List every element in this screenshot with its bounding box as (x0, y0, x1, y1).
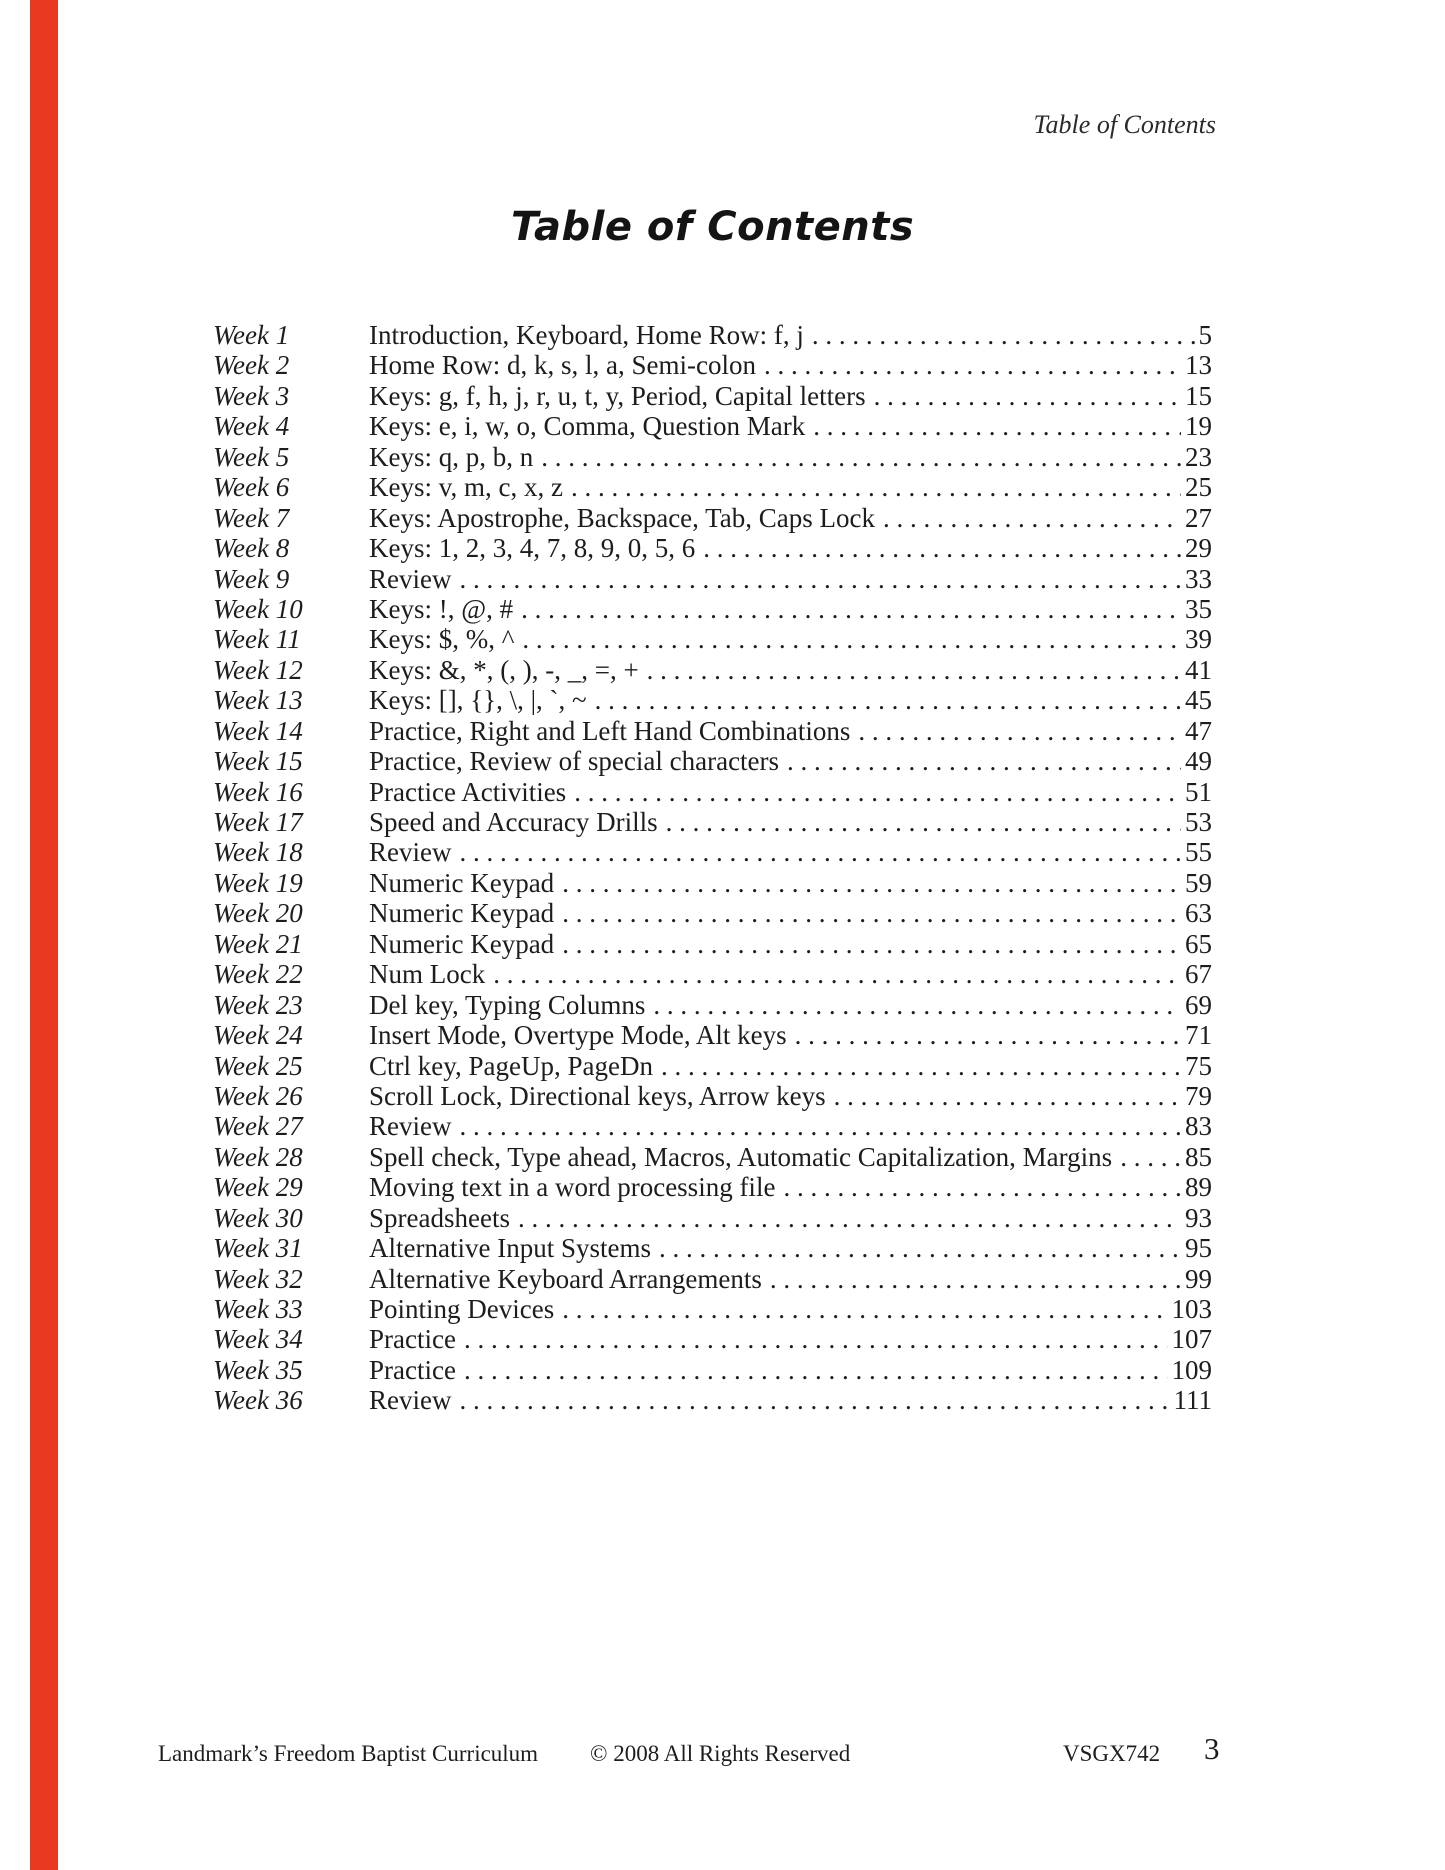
dot-leader (812, 320, 1195, 350)
dot-leader (459, 1111, 1181, 1141)
dot-leader (464, 1324, 1168, 1354)
toc-row (213, 1264, 1212, 1294)
dot-leader (703, 533, 1181, 563)
page-title: Table of Contents (511, 204, 915, 250)
toc-page-number: 27 (1185, 502, 1212, 533)
toc-entry-title: Moving text in a word processing file (369, 1172, 776, 1203)
toc-entry-title: Insert Mode, Overtype Mode, Alt keys (369, 1020, 787, 1051)
toc-week-label: Week 3 (213, 380, 290, 411)
toc-entry-title: Keys: e, i, w, o, Comma, Question Mark (369, 411, 806, 442)
dot-leader (666, 807, 1181, 837)
toc-entry-title: Scroll Lock, Directional keys, Arrow keys (369, 1080, 826, 1111)
toc-entry-title: Review (369, 1111, 452, 1142)
toc-week-label: Week 19 (213, 867, 303, 898)
dot-leader (571, 472, 1181, 502)
toc-row (213, 472, 1212, 502)
toc-week-label: Week 15 (213, 746, 303, 777)
toc-page-number: 69 (1185, 989, 1212, 1020)
toc-week-label: Week 29 (213, 1172, 303, 1203)
toc-row (213, 746, 1212, 776)
toc-week-label: Week 5 (213, 441, 290, 472)
toc-entry-title: Keys: Apostrophe, Backspace, Tab, Caps Lock (369, 502, 875, 533)
dot-leader (653, 990, 1181, 1020)
toc-entry-title: Keys: 1, 2, 3, 4, 7, 8, 9, 0, 5, 6 (369, 533, 696, 564)
toc-row (213, 564, 1212, 594)
toc-row (213, 1142, 1212, 1172)
toc-page-number: 63 (1185, 898, 1212, 929)
toc-entry-title: Review (369, 1385, 452, 1416)
toc-page-number: 79 (1185, 1080, 1212, 1111)
toc-week-label: Week 13 (213, 685, 303, 716)
toc-entry-title: Del key, Typing Columns (369, 989, 646, 1020)
toc-entry-title: Practice Activities (369, 776, 567, 807)
toc-entry-title: Ctrl key, PageUp, PageDn (369, 1050, 653, 1081)
toc-week-label: Week 27 (213, 1111, 303, 1142)
toc-page-number: 15 (1185, 380, 1212, 411)
toc-row (213, 411, 1212, 441)
dot-leader (659, 1233, 1181, 1263)
dot-leader (813, 411, 1181, 441)
running-header: Table of Contents (1033, 110, 1216, 139)
toc-entry-title: Practice (369, 1324, 456, 1355)
toc-row (213, 837, 1212, 867)
toc-row (213, 959, 1212, 989)
toc-page-number: 99 (1185, 1263, 1212, 1294)
toc-row (213, 442, 1212, 472)
toc-week-label: Week 32 (213, 1263, 303, 1294)
toc-week-label: Week 10 (213, 593, 303, 624)
toc-row (213, 533, 1212, 563)
toc-week-label: Week 1 (213, 320, 290, 350)
toc-page-number: 5 (1198, 320, 1212, 350)
toc-entry-title: Review (369, 563, 452, 594)
toc-page-number: 103 (1171, 1294, 1212, 1324)
toc-entry-title: Review (369, 837, 452, 868)
dot-leader (661, 1051, 1181, 1081)
toc-row (213, 685, 1212, 715)
toc-week-label: Week 17 (213, 807, 303, 837)
toc-entry-title: Alternative Keyboard Arrangements (369, 1263, 762, 1294)
dot-leader (883, 503, 1181, 533)
toc-entry-title: Keys: v, m, c, x, z (369, 472, 563, 503)
toc-entry-title: Keys: q, p, b, n (369, 441, 534, 472)
dot-leader (795, 1020, 1181, 1050)
toc-page-number: 13 (1185, 350, 1212, 381)
toc-page-number: 85 (1185, 1141, 1212, 1172)
dot-leader (783, 1172, 1181, 1202)
toc-page-number: 107 (1171, 1324, 1212, 1355)
dot-leader (834, 1081, 1181, 1111)
toc-page-number: 93 (1185, 1202, 1212, 1233)
toc-row (213, 929, 1212, 959)
toc-page-number: 83 (1185, 1111, 1212, 1142)
dot-leader (521, 594, 1181, 624)
toc-row (213, 503, 1212, 533)
dot-leader (770, 1264, 1181, 1294)
toc-row (213, 777, 1212, 807)
toc-week-label: Week 35 (213, 1354, 303, 1385)
toc-entry-title: Pointing Devices (369, 1294, 555, 1324)
toc-entry-title: Spreadsheets (369, 1202, 510, 1233)
toc-entry-title: Keys: !, @, # (369, 593, 514, 624)
toc-row (213, 1172, 1212, 1202)
toc-week-label: Week 20 (213, 898, 303, 929)
dot-leader (459, 564, 1181, 594)
toc-page-number: 33 (1185, 563, 1212, 594)
toc-page-number: 51 (1185, 776, 1212, 807)
toc-week-label: Week 14 (213, 715, 303, 746)
toc-row (213, 807, 1212, 837)
toc-page-number: 19 (1185, 411, 1212, 442)
toc-entry-title: Speed and Accuracy Drills (369, 807, 658, 837)
footer-product-code: VSGX742 (1063, 1741, 1161, 1766)
toc-entry-title: Keys: [], {}, \, |, `, ~ (369, 685, 587, 716)
toc-week-label: Week 25 (213, 1050, 303, 1081)
toc-row (213, 381, 1212, 411)
toc-row (213, 1385, 1212, 1415)
dot-leader (1120, 1142, 1181, 1172)
toc-week-label: Week 21 (213, 928, 303, 959)
toc-week-label: Week 31 (213, 1233, 303, 1264)
toc-page-number: 65 (1185, 928, 1212, 959)
toc-page-number: 67 (1185, 959, 1212, 990)
dot-leader (518, 1203, 1181, 1233)
dot-leader (459, 837, 1181, 867)
toc-row (213, 1203, 1212, 1233)
toc-week-label: Week 8 (213, 533, 290, 564)
toc-page-number: 49 (1185, 746, 1212, 777)
toc-page-number: 23 (1185, 441, 1212, 472)
toc-row (213, 1355, 1212, 1385)
toc-row (213, 898, 1212, 928)
dot-leader (787, 746, 1181, 776)
toc-week-label: Week 6 (213, 472, 290, 503)
toc-row (213, 350, 1212, 380)
dot-leader (541, 442, 1181, 472)
toc-entry-title: Practice, Right and Left Hand Combinations (369, 715, 851, 746)
toc-entry-title: Introduction, Keyboard, Home Row: f, j (369, 320, 804, 350)
toc-page-number: 111 (1173, 1385, 1212, 1416)
toc-row (213, 1233, 1212, 1263)
left-edge-red-bar (30, 0, 58, 1870)
toc-row (213, 1111, 1212, 1141)
toc-page-number: 35 (1185, 593, 1212, 624)
footer-publisher: Landmark’s Freedom Baptist Curriculum (158, 1741, 539, 1766)
toc-week-label: Week 7 (213, 502, 290, 533)
toc-row (213, 1020, 1212, 1050)
dot-leader (493, 959, 1181, 989)
dot-leader (858, 716, 1181, 746)
toc-week-label: Week 34 (213, 1324, 303, 1355)
toc-entry-title: Numeric Keypad (369, 867, 555, 898)
toc-week-label: Week 26 (213, 1080, 303, 1111)
dot-leader (562, 929, 1181, 959)
toc-page-number: 25 (1185, 472, 1212, 503)
toc-week-label: Week 23 (213, 989, 303, 1020)
toc-entry-title: Keys: $, %, ^ (369, 624, 515, 655)
toc-week-label: Week 18 (213, 837, 303, 868)
toc-entry-title: Practice, Review of special characters (369, 746, 780, 777)
toc-page-number: 53 (1185, 807, 1212, 837)
dot-leader (562, 898, 1181, 928)
toc-row (213, 990, 1212, 1020)
dot-leader (874, 381, 1181, 411)
dot-leader (562, 1294, 1167, 1324)
dot-leader (574, 777, 1181, 807)
toc-page-number: 109 (1171, 1354, 1212, 1385)
toc-row (213, 868, 1212, 898)
toc-entry-title: Home Row: d, k, s, l, a, Semi-colon (369, 350, 756, 381)
dot-leader (522, 624, 1181, 654)
toc-week-label: Week 28 (213, 1141, 303, 1172)
toc-week-label: Week 12 (213, 654, 303, 685)
toc-row (213, 624, 1212, 654)
toc-page-number: 71 (1185, 1020, 1212, 1051)
toc-week-label: Week 24 (213, 1020, 303, 1051)
toc-row (213, 320, 1212, 350)
toc-list (213, 320, 1212, 1416)
toc-page-number: 41 (1185, 654, 1212, 685)
dot-leader (464, 1355, 1168, 1385)
toc-entry-title: Practice (369, 1354, 456, 1385)
toc-entry-title: Numeric Keypad (369, 898, 555, 929)
toc-week-label: Week 2 (213, 350, 290, 381)
toc-week-label: Week 16 (213, 776, 303, 807)
footer-page-number: 3 (1204, 1731, 1220, 1766)
toc-week-label: Week 22 (213, 959, 303, 990)
toc-page-number: 55 (1185, 837, 1212, 868)
toc-week-label: Week 30 (213, 1202, 303, 1233)
toc-page-number: 59 (1185, 867, 1212, 898)
toc-entry-title: Keys: g, f, h, j, r, u, t, y, Period, Capital letters (369, 380, 866, 411)
toc-page-number: 47 (1185, 715, 1212, 746)
toc-row (213, 1051, 1212, 1081)
toc-entry-title: Alternative Input Systems (369, 1233, 651, 1264)
dot-leader (647, 655, 1181, 685)
toc-week-label: Week 9 (213, 563, 290, 594)
dot-leader (764, 350, 1181, 380)
footer-copyright: © 2008 All Rights Reserved (590, 1741, 851, 1766)
toc-row (213, 594, 1212, 624)
toc-entry-title: Numeric Keypad (369, 928, 555, 959)
toc-row (213, 1294, 1212, 1324)
toc-page-number: 75 (1185, 1050, 1212, 1081)
toc-entry-title: Keys: &, *, (, ), -, _, =, + (369, 654, 639, 685)
toc-week-label: Week 4 (213, 411, 290, 442)
dot-leader (459, 1385, 1169, 1415)
toc-row (213, 1081, 1212, 1111)
toc-entry-title: Num Lock (369, 959, 486, 990)
toc-week-label: Week 11 (213, 624, 301, 655)
toc-page-number: 89 (1185, 1172, 1212, 1203)
toc-page-number: 39 (1185, 624, 1212, 655)
toc-page-number: 29 (1185, 533, 1212, 564)
toc-page-number: 45 (1185, 685, 1212, 716)
dot-leader (595, 685, 1181, 715)
toc-week-label: Week 33 (213, 1294, 303, 1324)
toc-week-label: Week 36 (213, 1385, 303, 1416)
toc-entry-title: Spell check, Type ahead, Macros, Automatic Capitalization, Margins (369, 1141, 1113, 1172)
toc-row (213, 716, 1212, 746)
dot-leader (562, 868, 1181, 898)
toc-row (213, 1324, 1212, 1354)
toc-row (213, 655, 1212, 685)
toc-page-number: 95 (1185, 1233, 1212, 1264)
